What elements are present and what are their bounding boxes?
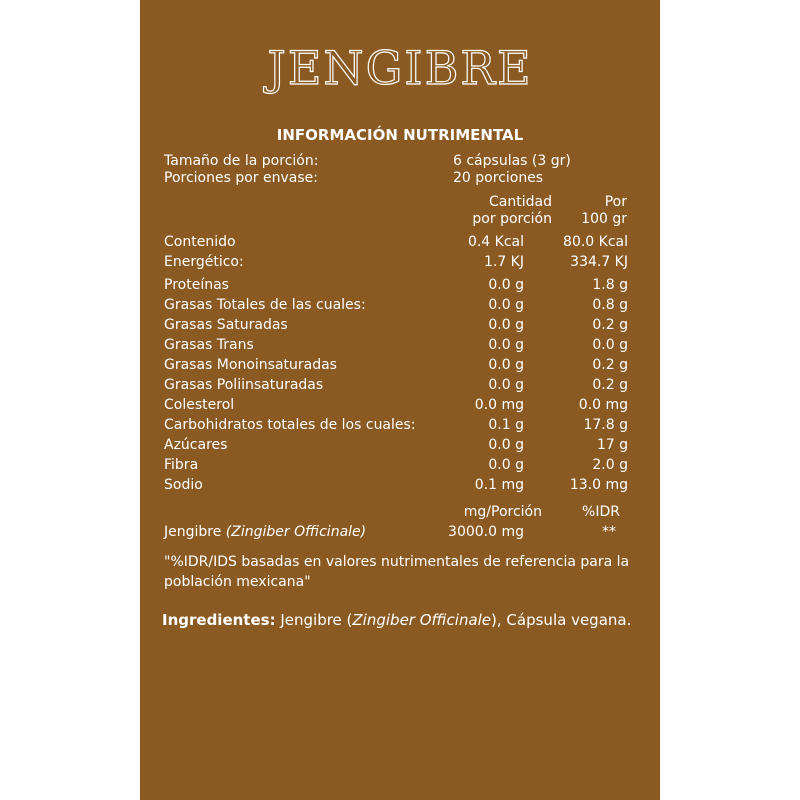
column-header-row-2 <box>140 209 660 229</box>
extract-label-plain: Jengibre <box>164 524 226 540</box>
nutrient-serving-value: 0.0 g <box>488 457 524 473</box>
nutrient-per100-value: 2.0 g <box>592 457 628 473</box>
energy-kcal-serving: 0.4 Kcal <box>467 234 524 250</box>
nutrient-row <box>140 295 660 315</box>
idr-footnote: "%IDR/IDS basadas en valores nutrimentales de referencia para la población mexicana" <box>164 554 630 590</box>
nutrient-per100-value: 0.0 mg <box>578 397 628 413</box>
nutrient-row <box>140 355 660 375</box>
energy-kj-100: 334.7 KJ <box>570 254 628 270</box>
nutrient-row <box>140 375 660 395</box>
nutrient-row <box>140 275 660 295</box>
nutrient-serving-value: 0.0 g <box>488 337 524 353</box>
nutrient-serving-value: 0.0 g <box>488 437 524 453</box>
nutrient-row <box>140 455 660 475</box>
nutrient-per100-value: 0.0 g <box>592 337 628 353</box>
nutrient-serving-value: 0.1 g <box>488 417 524 433</box>
per-100-header-line2: 100 gr <box>581 211 627 227</box>
nutrient-serving-value: 0.0 g <box>488 357 524 373</box>
nutrient-row <box>140 315 660 335</box>
energy-label-line2: Energético: <box>164 254 244 270</box>
nutrient-label: Colesterol <box>164 397 235 413</box>
extract-idr-header: %IDR <box>582 504 620 520</box>
nutrient-row <box>140 475 660 495</box>
servings-per-container-row <box>140 168 660 188</box>
nutrient-serving-value: 0.0 g <box>488 297 524 313</box>
servings-per-container-value: 20 porciones <box>453 170 544 186</box>
extract-row <box>140 522 660 542</box>
nutrient-row <box>140 415 660 435</box>
nutrient-per100-value: 17.8 g <box>583 417 628 433</box>
nutrient-row <box>140 395 660 415</box>
servings-per-container-label: Porciones por envase: <box>164 170 318 186</box>
ingredients <box>162 610 632 630</box>
per-100-header-line1: Por <box>604 194 627 210</box>
per-serving-header-line1: Cantidad <box>489 194 552 210</box>
ingredients-text-1: Jengibre ( <box>275 611 353 629</box>
energy-kcal-100: 80.0 Kcal <box>563 234 628 250</box>
nutrient-row <box>140 335 660 355</box>
nutrient-per100-value: 13.0 mg <box>569 477 628 493</box>
nutrient-per100-value: 17 g <box>596 437 628 453</box>
nutrient-serving-value: 0.0 g <box>488 377 524 393</box>
nutrient-serving-value: 0.0 g <box>488 277 524 293</box>
extract-label-scientific: (Zingiber Officinale) <box>225 524 367 540</box>
per-serving-header-line2: por porción <box>472 211 552 227</box>
nutrient-label: Grasas Monoinsaturadas <box>164 357 337 373</box>
nutrient-label: Carbohidratos totales de los cuales: <box>164 417 416 433</box>
nutrient-row <box>140 435 660 455</box>
nutrient-label: Grasas Totales de las cuales: <box>164 297 366 313</box>
product-title: JENGIBRE <box>267 41 533 95</box>
nutrient-per100-value: 0.8 g <box>592 297 628 313</box>
nutrient-label: Grasas Trans <box>164 337 254 353</box>
panel-title: INFORMACIÓN NUTRIMENTAL <box>276 126 524 144</box>
nutrient-serving-value: 0.0 g <box>488 317 524 333</box>
energy-kj-serving: 1.7 KJ <box>483 254 524 270</box>
extract-label <box>164 522 366 542</box>
serving-size-label: Tamaño de la porción: <box>164 153 319 169</box>
extract-mg-header: mg/Porción <box>463 504 542 520</box>
nutrient-label: Grasas Saturadas <box>164 317 288 333</box>
serving-size-value: 6 cápsulas (3 gr) <box>453 153 571 169</box>
nutrient-label: Proteínas <box>164 277 229 293</box>
nutrient-label: Azúcares <box>164 437 228 453</box>
nutrition-panel <box>140 0 660 800</box>
ingredients-scientific-name: Zingiber Officinale <box>352 611 492 629</box>
nutrient-per100-value: 0.2 g <box>592 317 628 333</box>
nutrient-label: Sodio <box>164 477 203 493</box>
energy-label-line1: Contenido <box>164 234 236 250</box>
nutrient-per100-value: 1.8 g <box>592 277 628 293</box>
extract-header-row <box>140 502 660 522</box>
nutrient-label: Fibra <box>164 457 199 473</box>
extract-mg-value: 3000.0 mg <box>448 524 524 540</box>
extract-idr-value: ** <box>602 524 616 540</box>
ingredients-label: Ingredientes: <box>162 611 276 629</box>
energy-kcal-row <box>140 232 660 252</box>
nutrient-serving-value: 0.0 mg <box>474 397 524 413</box>
nutrient-serving-value: 0.1 mg <box>474 477 524 493</box>
ingredients-text-2: ), Cápsula vegana. <box>491 611 632 629</box>
nutrient-per100-value: 0.2 g <box>592 357 628 373</box>
nutrient-label: Grasas Poliinsaturadas <box>164 377 324 393</box>
nutrient-per100-value: 0.2 g <box>592 377 628 393</box>
energy-kj-row <box>140 252 660 272</box>
